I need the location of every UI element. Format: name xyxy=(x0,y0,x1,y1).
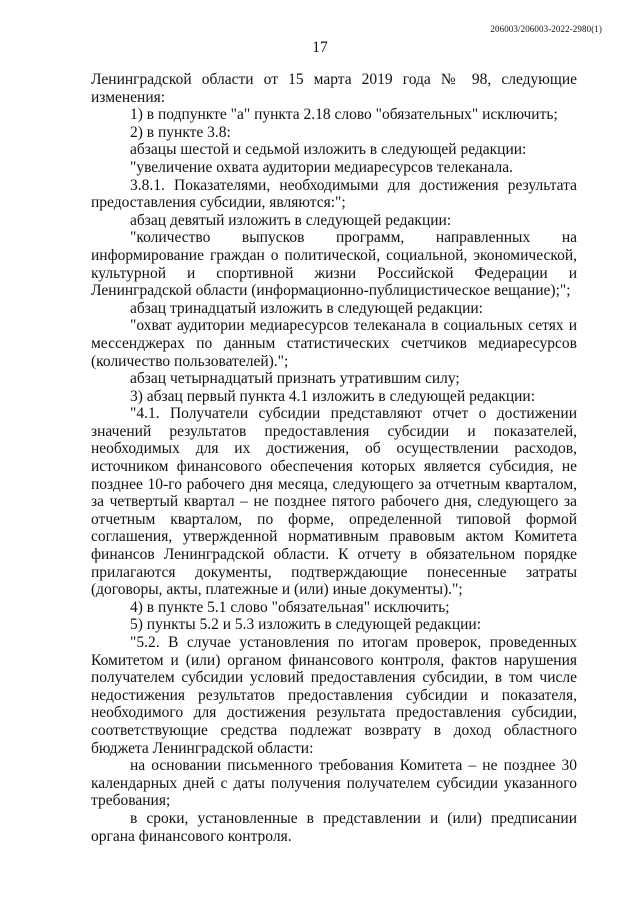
paragraph: 5) пункты 5.2 и 5.3 изложить в следующей редакции: xyxy=(130,616,482,634)
paragraph: 2) в пункте 3.8: xyxy=(130,123,231,141)
paragraph: 3) абзац первый пункта 4.1 изложить в следующей редакции: xyxy=(130,387,536,405)
page-number: 17 xyxy=(312,39,328,56)
paragraph: "количество выпусков программ, направленных на информирование граждан о политической, социальной, экономической, культурной и спортивной жизни Российской Федерации и Ленинградской области (информационно-публицистическое вещание);"; xyxy=(91,229,577,300)
paragraph: 1) в подпункте "а" пункта 2.18 слово "обязательных" исключить; xyxy=(130,106,558,124)
paragraph: 3.8.1. Показателями, необходимыми для достижения результата предоставления субсидии, являются:"; xyxy=(91,176,577,212)
paragraph: абзац четырнадцатый признать утратившим силу; xyxy=(130,370,460,388)
paragraph: "охват аудитории медиаресурсов телеканала в социальных сетях и мессенджерах по данным статистических счетчиков медиаресурсов (количество пользователей)."; xyxy=(91,317,577,370)
paragraph: "4.1. Получатели субсидии представляют отчет о достижении значений результатов предоставления субсидии и показателей, необходимых для их достижения, об осуществлении расходов, источником финансового обеспечения которых является субсидия, не позднее 10-го рабочего дня месяца, следующего за отчетным кварталом, за четвертый квартал – не позднее пятого рабочего дня, следующего за отчетным кварталом, по форме, определенной типовой формой соглашения, утвержденной нормативным правовым актом Комитета финансов Ленинградской области. К отчету в обязательном порядке прилагаются документы, подтверждающие понесенные затраты (договоры, акты, платежные и (или) иные документы)."; xyxy=(91,405,577,599)
paragraph: "увеличение охвата аудитории медиаресурсов телеканала. xyxy=(130,158,514,176)
document-body xyxy=(91,71,577,845)
paragraph: "5.2. В случае установления по итогам проверок, проведенных Комитетом и (или) органом финансового контроля, фактов нарушения получателем субсидии условий предоставления субсидии, в том числе недостижения результатов предоставления субсидии и показателя, необходимого для достижения результата предоставления субсидии, соответствующие средства подлежат возврату в доход областного бюджета Ленинградской области: xyxy=(91,634,577,757)
paragraph: 4) в пункте 5.1 слово "обязательная" исключить; xyxy=(130,598,450,616)
paragraph: в сроки, установленные в представлении и (или) предписании органа финансового контроля. xyxy=(91,809,577,845)
paragraph: абзац девятый изложить в следующей редакции: xyxy=(130,211,452,229)
paragraph: на основании письменного требования Комитета – не позднее 30 календарных дней с даты получения получателем субсидии указанного требования; xyxy=(91,757,577,810)
paragraph: Ленинградской области от 15 марта 2019 года № 98, следующие изменения: xyxy=(91,71,577,106)
paragraph: абзацы шестой и седьмой изложить в следующей редакции: xyxy=(130,141,527,159)
document-id: 206003/206003-2022-2980(1) xyxy=(490,24,602,34)
paragraph: абзац тринадцатый изложить в следующей редакции: xyxy=(130,299,483,317)
